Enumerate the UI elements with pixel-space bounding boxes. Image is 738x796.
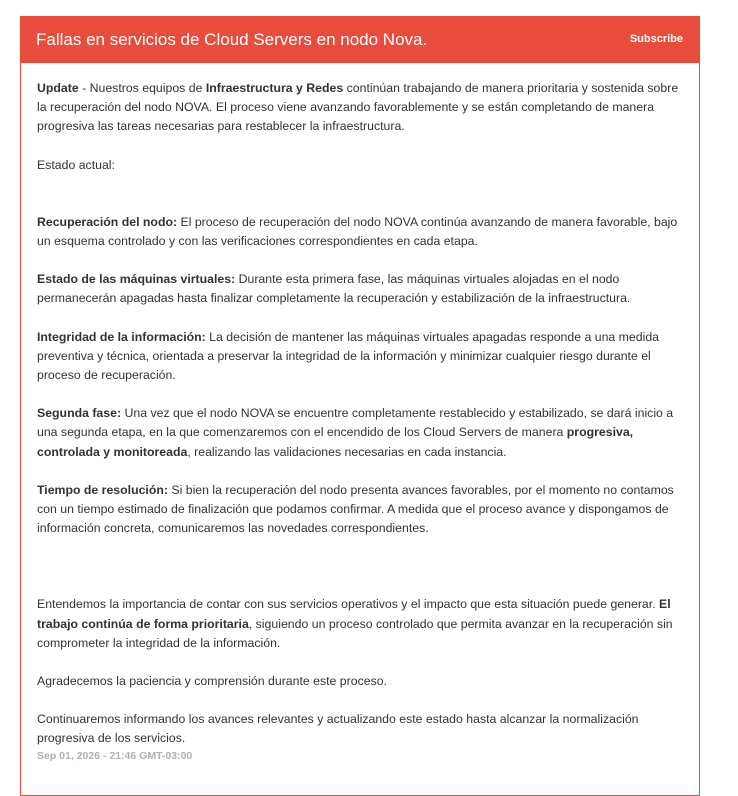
section-title: Estado de las máquinas virtuales:: [37, 272, 236, 287]
section-text: El proceso de recuperación del nodo NOVA continúa avanzando de manera favorable, bajo un esquema controlado y con las verificaciones correspondientes en cada etapa.: [37, 214, 678, 249]
section-text: , realizando las validaciones necesarias en cada instancia.: [187, 444, 507, 459]
section-segunda-fase: [37, 404, 683, 462]
incident-title: Fallas en servicios de Cloud Servers en nodo Nova.: [36, 30, 428, 49]
section-integridad: [37, 328, 683, 386]
update-label: Update: [37, 81, 79, 95]
closing-text: , siguiendo un proceso controlado que permita avanzar en la recuperación sin comprometer la integridad de la información.: [37, 616, 673, 650]
section-title: Segunda fase:: [37, 406, 122, 421]
update-intro: [37, 79, 683, 137]
section-title: Integridad de la información:: [37, 329, 206, 344]
update-timestamp: Sep 01, 2026 - 21:46 GMT-03:00: [37, 749, 193, 762]
intro-text-2: continúan trabajando de manera prioritaria y sostenida sobre la recuperación del nodo NOVA. El proceso viene avanzando favorablemente y se están completando de manera progresiva las tareas necesarias para restablecer la infraestructura.: [37, 81, 679, 134]
intro-text-1: - Nuestros equipos de: [78, 81, 206, 95]
closing-paragraph-3: Continuaremos informando los avances relevantes y actualizando este estado hasta alcanzar la normalización progresiva de los servicios.: [37, 712, 639, 746]
section-recuperacion: [37, 213, 683, 251]
section-text: Si bien la recuperación del nodo presenta avances favorables, por el momento no contamos con un tiempo estimado de finalización que podamos confirmar. A medida que el proceso avance y dispongamos de información concreta, comunicaremos las novedades correspondientes.: [37, 482, 674, 536]
section-text: La decisión de mantener las máquinas virtuales apagadas responde a una medida preventiva y técnica, orientada a preservar la integridad de la información y minimizar cualquier riesgo durante el proceso de recuperación.: [37, 329, 659, 383]
subscribe-button[interactable]: Subscribe: [629, 33, 683, 45]
estado-actual-label: Estado actual:: [37, 157, 115, 172]
closing-paragraph-2: Agradecemos la paciencia y comprensión durante este proceso.: [37, 674, 387, 689]
incident-card: [20, 16, 700, 796]
section-title: Recuperación del nodo:: [37, 214, 178, 229]
section-tiempo-resolucion: [37, 481, 683, 539]
section-estado-vms: [37, 270, 683, 308]
closing-bold: El trabajo continúa de forma prioritaria: [37, 597, 671, 631]
closing-paragraph-1: [37, 595, 683, 653]
section-text: Durante esta primera fase, las máquinas virtuales alojadas en el nodo permanecerán apagadas hasta finalizar completamente la recuperación y estabilización de la infraestructura.: [37, 272, 631, 306]
section-text: Una vez que el nodo NOVA se encuentre completamente restablecido y estabilizado, se dará inicio a una segunda etapa, en la que comenzaremos con el encendido de los Cloud Servers de manera: [37, 406, 674, 440]
section-title: Tiempo de resolución:: [37, 482, 168, 497]
incident-header: [21, 17, 699, 63]
team-name: Infraestructura y Redes: [205, 81, 344, 95]
closing-text: Entendemos la importancia de contar con sus servicios operativos y el impacto que esta situación puede generar.: [37, 597, 660, 612]
section-highlight: progresiva, controlada y monitoreada: [37, 425, 634, 459]
incident-update-body: [21, 63, 699, 763]
